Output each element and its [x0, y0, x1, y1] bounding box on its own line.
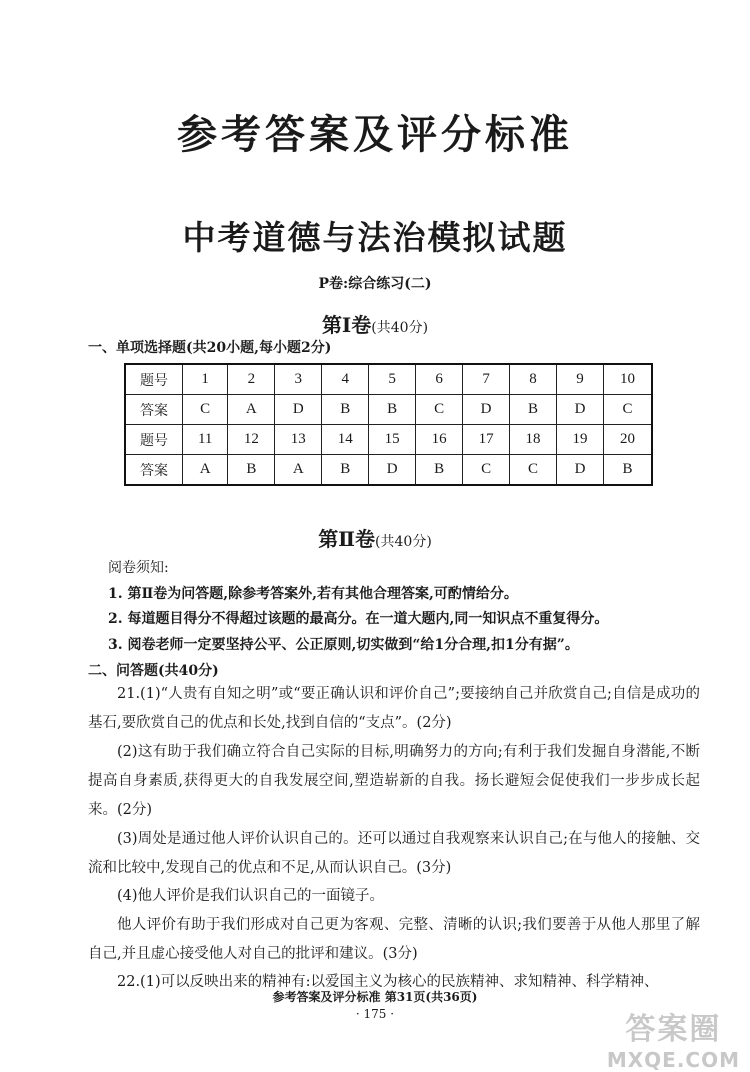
- answer-table-cell: 2: [228, 364, 275, 395]
- answer-table-row-header: 题号: [125, 364, 183, 395]
- paper-label: P卷:综合练习(二): [318, 276, 432, 292]
- answer-table-cell: D: [369, 455, 416, 486]
- answer-table-cell: 17: [463, 425, 510, 455]
- answer-table-cell: B: [416, 455, 463, 486]
- answer-table-cell: 13: [275, 425, 322, 455]
- answer-table-row: [125, 455, 652, 486]
- answer-21-1: 21.(1)“人贵有自知之明”或“要正确认识和评价自己”;要接纳自己并欣赏自己;自信是成功的基石,要欣赏自己的优点和长处,找到自信的“支点”。(2分): [88, 686, 700, 731]
- answer-table-cell: C: [510, 455, 557, 486]
- answer-table-cell: 15: [369, 425, 416, 455]
- answer-table-cell: 16: [416, 425, 463, 455]
- main-title: 参考答案及评分标准: [177, 112, 573, 158]
- answer-table-cell: 20: [603, 425, 652, 455]
- answer-table: [124, 363, 653, 486]
- answer-table-cell: A: [275, 455, 322, 486]
- section-2-title: 二、问答题(共40分): [88, 663, 219, 679]
- answer-table-cell: C: [183, 395, 228, 425]
- answer-table-cell: D: [557, 395, 604, 425]
- answer-table-cell: 19: [557, 425, 604, 455]
- answer-table-cell: 4: [322, 364, 369, 395]
- answer-table-row: [125, 425, 652, 455]
- answer-table-cell: 11: [183, 425, 228, 455]
- answer-table-cell: B: [603, 455, 652, 486]
- answer-table-cell: 10: [603, 364, 652, 395]
- answer-table-cell: B: [510, 395, 557, 425]
- volume-2-title: 第Ⅱ卷: [318, 527, 376, 551]
- answer-table-cell: D: [275, 395, 322, 425]
- answer-21-4-detail: 他人评价有助于我们形成对自己更为客观、完整、清晰的认识;我们要善于从他人那里了解自己,并且虚心接受他人对自己的批评和建议。(3分): [88, 917, 700, 962]
- answer-table-cell: 9: [557, 364, 604, 395]
- answer-table-cell: B: [322, 395, 369, 425]
- volume-1-points: (共40分): [371, 320, 429, 336]
- answer-table-cell: C: [603, 395, 652, 425]
- page-footer: 参考答案及评分标准 第31页(共36页): [272, 990, 478, 1004]
- volume-1-title: 第Ⅰ卷: [321, 313, 372, 337]
- grading-note-2: 2. 每道题目得分不得超过该题的最高分。在一道大题内,同一知识点不重复得分。: [108, 611, 609, 627]
- answer-table-cell: D: [557, 455, 604, 486]
- answer-table-cell: 3: [275, 364, 322, 395]
- watermark-url: MXQE.COM: [606, 1048, 740, 1072]
- volume-1-heading: [0, 309, 750, 338]
- answer-table-cell: 14: [322, 425, 369, 455]
- answer-table-cell: 5: [369, 364, 416, 395]
- answer-21-4: (4)他人评价是我们认识自己的一面镜子。: [117, 888, 385, 904]
- answer-table-cell: C: [463, 455, 510, 486]
- answer-table-cell: 18: [510, 425, 557, 455]
- answer-table-cell: B: [322, 455, 369, 486]
- answer-21-3: (3)周处是通过他人评价认识自己的。还可以通过自我观察来认识自己;在与他人的接触、交流和比较中,发现自己的优点和不足,从而认识自己。(3分): [88, 831, 700, 876]
- grading-notes-label: 阅卷须知:: [108, 560, 169, 576]
- answer-table-cell: 1: [183, 364, 228, 395]
- answer-table-cell: 8: [510, 364, 557, 395]
- answer-table-cell: D: [463, 395, 510, 425]
- answer-table-cell: A: [183, 455, 228, 486]
- page-number: · 175 ·: [355, 1007, 395, 1021]
- answer-table-row: [125, 395, 652, 425]
- watermark: [607, 1004, 740, 1072]
- grading-note-3: 3. 阅卷老师一定要坚持公平、公正原则,切实做到“给1分合理,扣1分有据”。: [108, 637, 579, 653]
- answer-table-cell: B: [228, 455, 275, 486]
- answer-table-cell: B: [369, 395, 416, 425]
- answer-table-cell: 12: [228, 425, 275, 455]
- answer-table-row-header: 答案: [125, 455, 183, 486]
- answer-22-1: 22.(1)可以反映出来的精神有:以爱国主义为核心的民族精神、求知精神、科学精神、: [117, 974, 659, 990]
- answer-table-cell: A: [228, 395, 275, 425]
- grading-note-1: 1. 第Ⅱ卷为问答题,除参考答案外,若有其他合理答案,可酌情给分。: [108, 586, 518, 602]
- watermark-logo-text: 答案圈: [625, 1012, 722, 1047]
- answer-21-2: (2)这有助于我们确立符合自己实际的目标,明确努力的方向;有利于我们发掘自身潜能,不断提高自身素质,获得更大的自我发展空间,塑造崭新的自我。扬长避短会促使我们一步步成长起来。(2分): [88, 744, 700, 818]
- volume-2-points: (共40分): [375, 534, 432, 550]
- answer-table-cell: C: [416, 395, 463, 425]
- section-1-title: 一、单项选择题(共20小题,每小题2分): [88, 340, 332, 356]
- answer-table-row: [125, 364, 652, 395]
- exam-title: 中考道德与法治模拟试题: [182, 218, 568, 257]
- answer-table-row-header: 答案: [125, 395, 183, 425]
- volume-2-heading: [0, 523, 750, 552]
- answer-table-cell: 6: [416, 364, 463, 395]
- answer-table-row-header: 题号: [125, 425, 183, 455]
- answer-table-cell: 7: [463, 364, 510, 395]
